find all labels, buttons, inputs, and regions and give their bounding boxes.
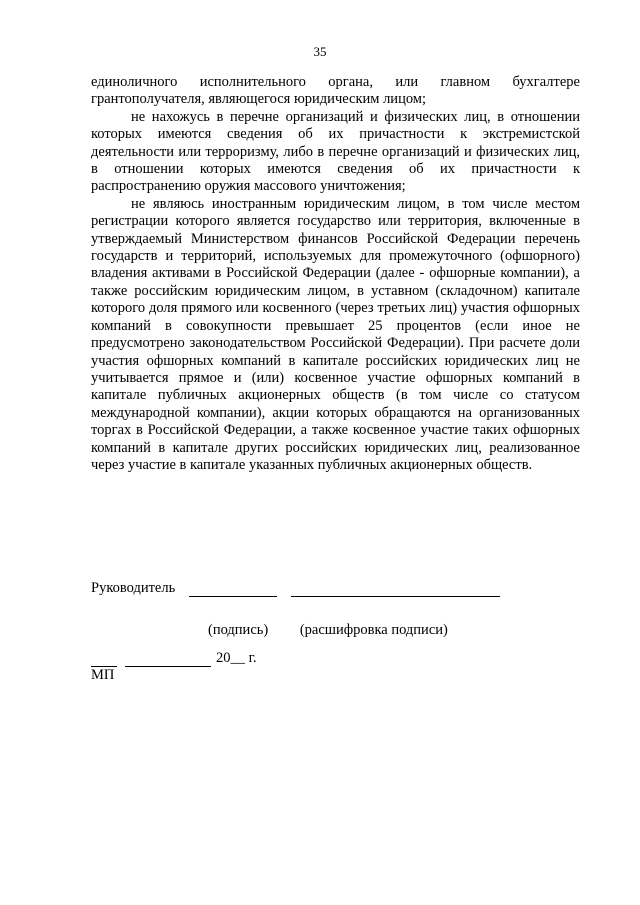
caption-decoding: (расшифровка подписи) bbox=[299, 622, 448, 638]
document-body bbox=[91, 74, 580, 474]
paragraph-extremism-list: не нахожусь в перечне организаций и физических лиц, в отношении которых имеются сведения об их причастности к экстремистской деятельности или терроризму, либо в перечне организаций и физических лиц, в отношении которых имеются сведения об их причастности к распространению оружия массового уничтожения; bbox=[91, 108, 580, 195]
signature-line bbox=[91, 580, 580, 600]
date-line bbox=[91, 650, 291, 668]
page-number: 35 bbox=[313, 44, 327, 59]
caption-signature: (подпись) bbox=[208, 622, 269, 638]
signature-block bbox=[91, 580, 580, 683]
paragraph-chief-accountant: единоличного исполнительного органа, или главном бухгалтере грантополучателя, являющегося юридическим лицом; bbox=[91, 74, 580, 108]
signature-captions bbox=[208, 622, 448, 639]
stamp-place: МП bbox=[91, 667, 115, 683]
signer-title: Руководитель bbox=[91, 580, 176, 596]
signature-decoding-field bbox=[291, 580, 500, 597]
date-year: 20__ г. bbox=[216, 650, 257, 666]
signature-field bbox=[189, 580, 277, 597]
date-day-field bbox=[91, 650, 117, 667]
date-month-field bbox=[125, 650, 211, 667]
paragraph-offshore-companies: не являюсь иностранным юридическим лицом, в том числе местом регистрации которого является государство или территория, включенные в утверждаемый Министерством финансов Российской Федерации перечень государств и территорий, используемых для промежуточного (офшорного) владения активами в Российской Федерации (далее - офшорные компании), а также российским юридическим лицом, в уставном (складочном) капитале которого доля прямого или косвенного (через третьих лиц) участия офшорных компаний в совокупности превышает 25 процентов (если иное не предусмотрено законодательством Российской Федерации). При расчете доли участия офшорных компаний в капитале российских юридических лиц не учитывается прямое и (или) косвенное участие офшорных компаний в капитале публичных акционерных обществ (в том числе со статусом международной компании), акции которых обращаются на организованных торгах в Российской Федерации, а также косвенное участие таких офшорных компаний в капитале других российских юридических лиц, реализованное через участие в капитале указанных публичных акционерных обществ. bbox=[91, 195, 580, 473]
